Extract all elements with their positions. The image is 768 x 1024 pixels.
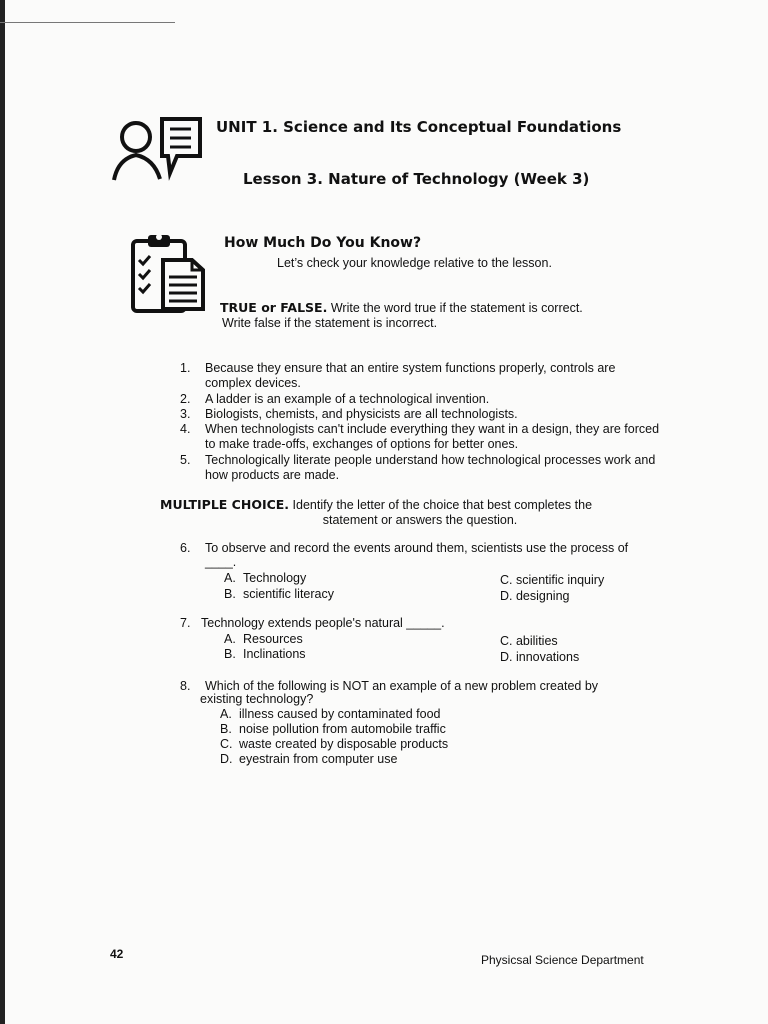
list-item — [180, 422, 660, 453]
multiple-choice-instruction-2: statement or answers the question. — [322, 513, 518, 527]
item-text: Because they ensure that an entire system functions properly, controls are complex devices. — [205, 361, 616, 391]
multiple-choice-label: MULTIPLE CHOICE. — [160, 497, 290, 512]
option-letter: B. — [220, 722, 232, 736]
option-letter: B. — [224, 647, 236, 661]
question-8-continued: existing technology? — [200, 692, 314, 706]
option-letter: B. — [224, 587, 236, 601]
page-number: 42 — [110, 947, 124, 961]
option-text: noise pollution from automobile traffic — [239, 722, 446, 736]
option-text: Inclinations — [243, 647, 306, 661]
item-number: 3. — [180, 406, 191, 421]
item-text: A ladder is an example of a technological invention. — [205, 391, 490, 406]
lesson-title: Lesson 3. Nature of Technology (Week 3) — [243, 170, 590, 188]
option-text: waste created by disposable products — [239, 737, 449, 751]
item-number: 2. — [180, 391, 191, 406]
option-c — [220, 737, 448, 751]
option-b — [224, 647, 306, 661]
list-item — [180, 392, 660, 407]
true-false-instruction-2: Write false if the statement is incorrect. — [222, 316, 438, 330]
option-a — [224, 632, 303, 646]
option-text: Technology — [243, 571, 307, 585]
option-text: Resources — [243, 632, 303, 646]
item-number: 1. — [180, 361, 191, 375]
question-text: Technology extends people's natural _____. — [201, 616, 445, 630]
multiple-choice-instruction-1: Identify the letter of the choice that best completes the — [292, 498, 593, 512]
true-false-instruction-1: Write the word true if the statement is correct. — [330, 301, 583, 315]
question-7 — [180, 616, 445, 631]
option-letter: A. — [224, 571, 236, 585]
option-a — [220, 707, 441, 721]
item-text: When technologists can't include everything they want in a design, they are forced to make trade-offs, exchanges of options for better ones. — [205, 422, 660, 452]
option-text: scientific literacy — [243, 587, 334, 601]
list-item — [180, 361, 660, 392]
question-text: To observe and record the events around them, scientists use the process of — [205, 541, 629, 555]
option-text: illness caused by contaminated food — [239, 707, 441, 721]
clipboard-checklist-icon — [130, 232, 208, 314]
item-number: 4. — [180, 422, 191, 437]
true-false-label: TRUE or FALSE. — [220, 300, 328, 315]
unit-title: UNIT 1. Science and Its Conceptual Foundations — [216, 118, 622, 136]
option-c: C. abilities — [500, 634, 558, 648]
list-item — [180, 407, 660, 422]
option-letter: A. — [224, 632, 236, 646]
person-speech-bubble-icon — [110, 113, 206, 185]
option-letter: D. — [220, 752, 233, 766]
question-6 — [180, 541, 660, 556]
option-text: eyestrain from computer use — [239, 752, 398, 766]
question-number: 6. — [180, 541, 191, 555]
option-b — [224, 587, 334, 601]
question-text: Which of the following is NOT an example of a new problem created by — [205, 679, 599, 693]
question-number: 7. — [180, 616, 191, 630]
scan-left-edge — [0, 0, 5, 1024]
true-false-instructions — [220, 300, 640, 331]
department-footer: Physicsal Science Department — [481, 953, 644, 967]
option-a — [224, 571, 306, 585]
true-false-list — [180, 361, 660, 483]
section-intro: Let’s check your knowledge relative to the lesson. — [277, 256, 552, 270]
list-item — [180, 453, 660, 484]
option-c: C. scientific inquiry — [500, 573, 605, 587]
item-text: Biologists, chemists, and physicists are all technologists. — [205, 406, 518, 421]
question-6-blank: ____. — [205, 555, 237, 569]
option-b — [220, 722, 446, 736]
multiple-choice-instructions — [160, 497, 640, 528]
scan-top-line — [0, 22, 175, 23]
option-letter: A. — [220, 707, 232, 721]
section-title: How Much Do You Know? — [224, 235, 422, 251]
item-number: 5. — [180, 452, 191, 467]
option-letter: C. — [220, 737, 233, 751]
option-d: D. designing — [500, 589, 570, 603]
option-d — [220, 752, 397, 766]
item-text: Technologically literate people understand how technological processes work and how products are made. — [205, 452, 656, 483]
question-number: 8. — [180, 679, 191, 693]
option-d: D. innovations — [500, 650, 580, 664]
